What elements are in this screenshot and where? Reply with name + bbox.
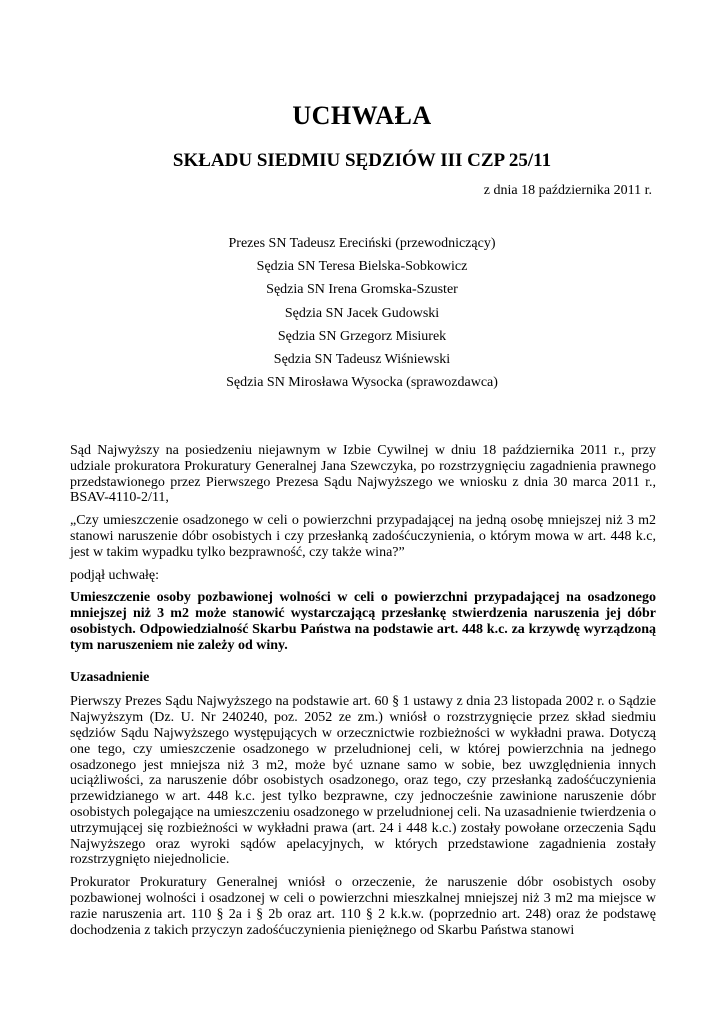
judge-item: Sędzia SN Mirosława Wysocka (sprawozdawca) [226,375,498,391]
document-subtitle: SKŁADU SIEDMIU SĘDZIÓW III CZP 25/11 [172,150,552,171]
intro-paragraph: Sąd Najwyższy na posiedzeniu niejawnym w Izbie Cywilnej w dniu 18 października 2011 r., przy udziale prokuratora Prokuratury Generalnej Jana Szewczyka, po rozstrzygnięciu zagadnienia prawnego przedstawionego przez Pierwszego Prezesa Sądu Najwyższego we wniosku z dnia 30 marca 2011 r., BSAV-4110-2/11, [70,443,656,506]
judge-item: Sędzia SN Irena Gromska-Szuster [266,282,458,298]
resolution-paragraph: Umieszczenie osoby pozbawionej wolności w celi o powierzchni przypadającej na osadzonego mniejszej niż 3 m2 może stanowić wystarczającą przesłankę stwierdzenia naruszenia jej dóbr osobistych. Odpowiedzialność Skarbu Państwa na podstawie art. 448 k.c. za krzywdę wyrządzoną tym naruszeniem nie zależy od winy. [70,590,656,653]
judges-list [0,232,724,394]
judge-item: Sędzia SN Jacek Gudowski [284,305,440,321]
justification-paragraph-1: Pierwszy Prezes Sądu Najwyższego na podstawie art. 60 § 1 ustawy z dnia 23 listopada 2002 r. o Sądzie Najwyższym (Dz. U. Nr 240240, poz. 2052 ze zm.) wniósł o rozstrzygnięcie przez skład siedmiu sędziów Sądu Najwyższego występujących w orzecznictwie rozbieżności w wykładni prawa. Dotyczą one tego, czy umieszczenie osadzonego w przeludnionej celi, w której powierzchnia na jednego osadzonego jest mniejsza niż 3 m2, może być uznane samo w sobie, bez uwzględnienia innych uciążliwości, za naruszenie dóbr osobistych osadzonego, oraz tego, czy przesłanką zadośćuczynienia przewidzianego w art. 448 k.c. jest tylko bezprawne, czy jednocześnie zawinione naruszenie dóbr osobistych polegające na umieszczeniu osadzonego w przeludnionej celi. Na uzasadnienie twierdzenia o utrzymującej się rozbieżności w wykładni prawa (art. 24 i 448 k.c.) zostały powołane orzeczenia Sądu Najwyższego oraz wyroki sądów apelacyjnych, w których przedstawione zagadnienia zostały rozstrzygnięto niejednolicie. [70,694,656,868]
judge-item: Sędzia SN Grzegorz Misiurek [277,328,447,344]
judge-item: Prezes SN Tadeusz Ereciński (przewodniczący) [228,236,496,251]
document-body [70,443,656,945]
justification-heading: Uzasadnienie [70,669,150,685]
justification-paragraph-2: Prokurator Prokuratury Generalnej wniósł o orzeczenie, że naruszenie dóbr osobistych osoby pozbawionej wolności i osadzonej w celi o powierzchni mieszkalnej mniejszej niż 3 m2 ma miejsce w razie naruszenia art. 110 § 2a i § 2b oraz art. 110 § 2 k.k.w. (poprzednio art. 248) oraz że podstawę dochodzenia z takich przyczyn zadośćuczynienia pieniężnego od Skarbu Państwa stanowi [70,875,656,938]
document-title: UCHWAŁA [292,101,432,130]
document-date: z dnia 18 października 2011 r. [483,183,652,198]
judge-item: Sędzia SN Tadeusz Wiśniewski [273,352,451,368]
question-paragraph: „Czy umieszczenie osadzonego w celi o powierzchni przypadającej na jedną osobę mniejszej niż 3 m2 stanowi naruszenie dóbr osobistych i czy przesłanką zadośćuczynienia, o którym mowa w art. 448 k.c, jest w takim wypadku tylko bezprawność, czy także wina?” [70,513,656,560]
judge-item: Sędzia SN Teresa Bielska-Sobkowicz [256,259,468,275]
resolved-line: podjął uchwałę: [70,567,160,583]
